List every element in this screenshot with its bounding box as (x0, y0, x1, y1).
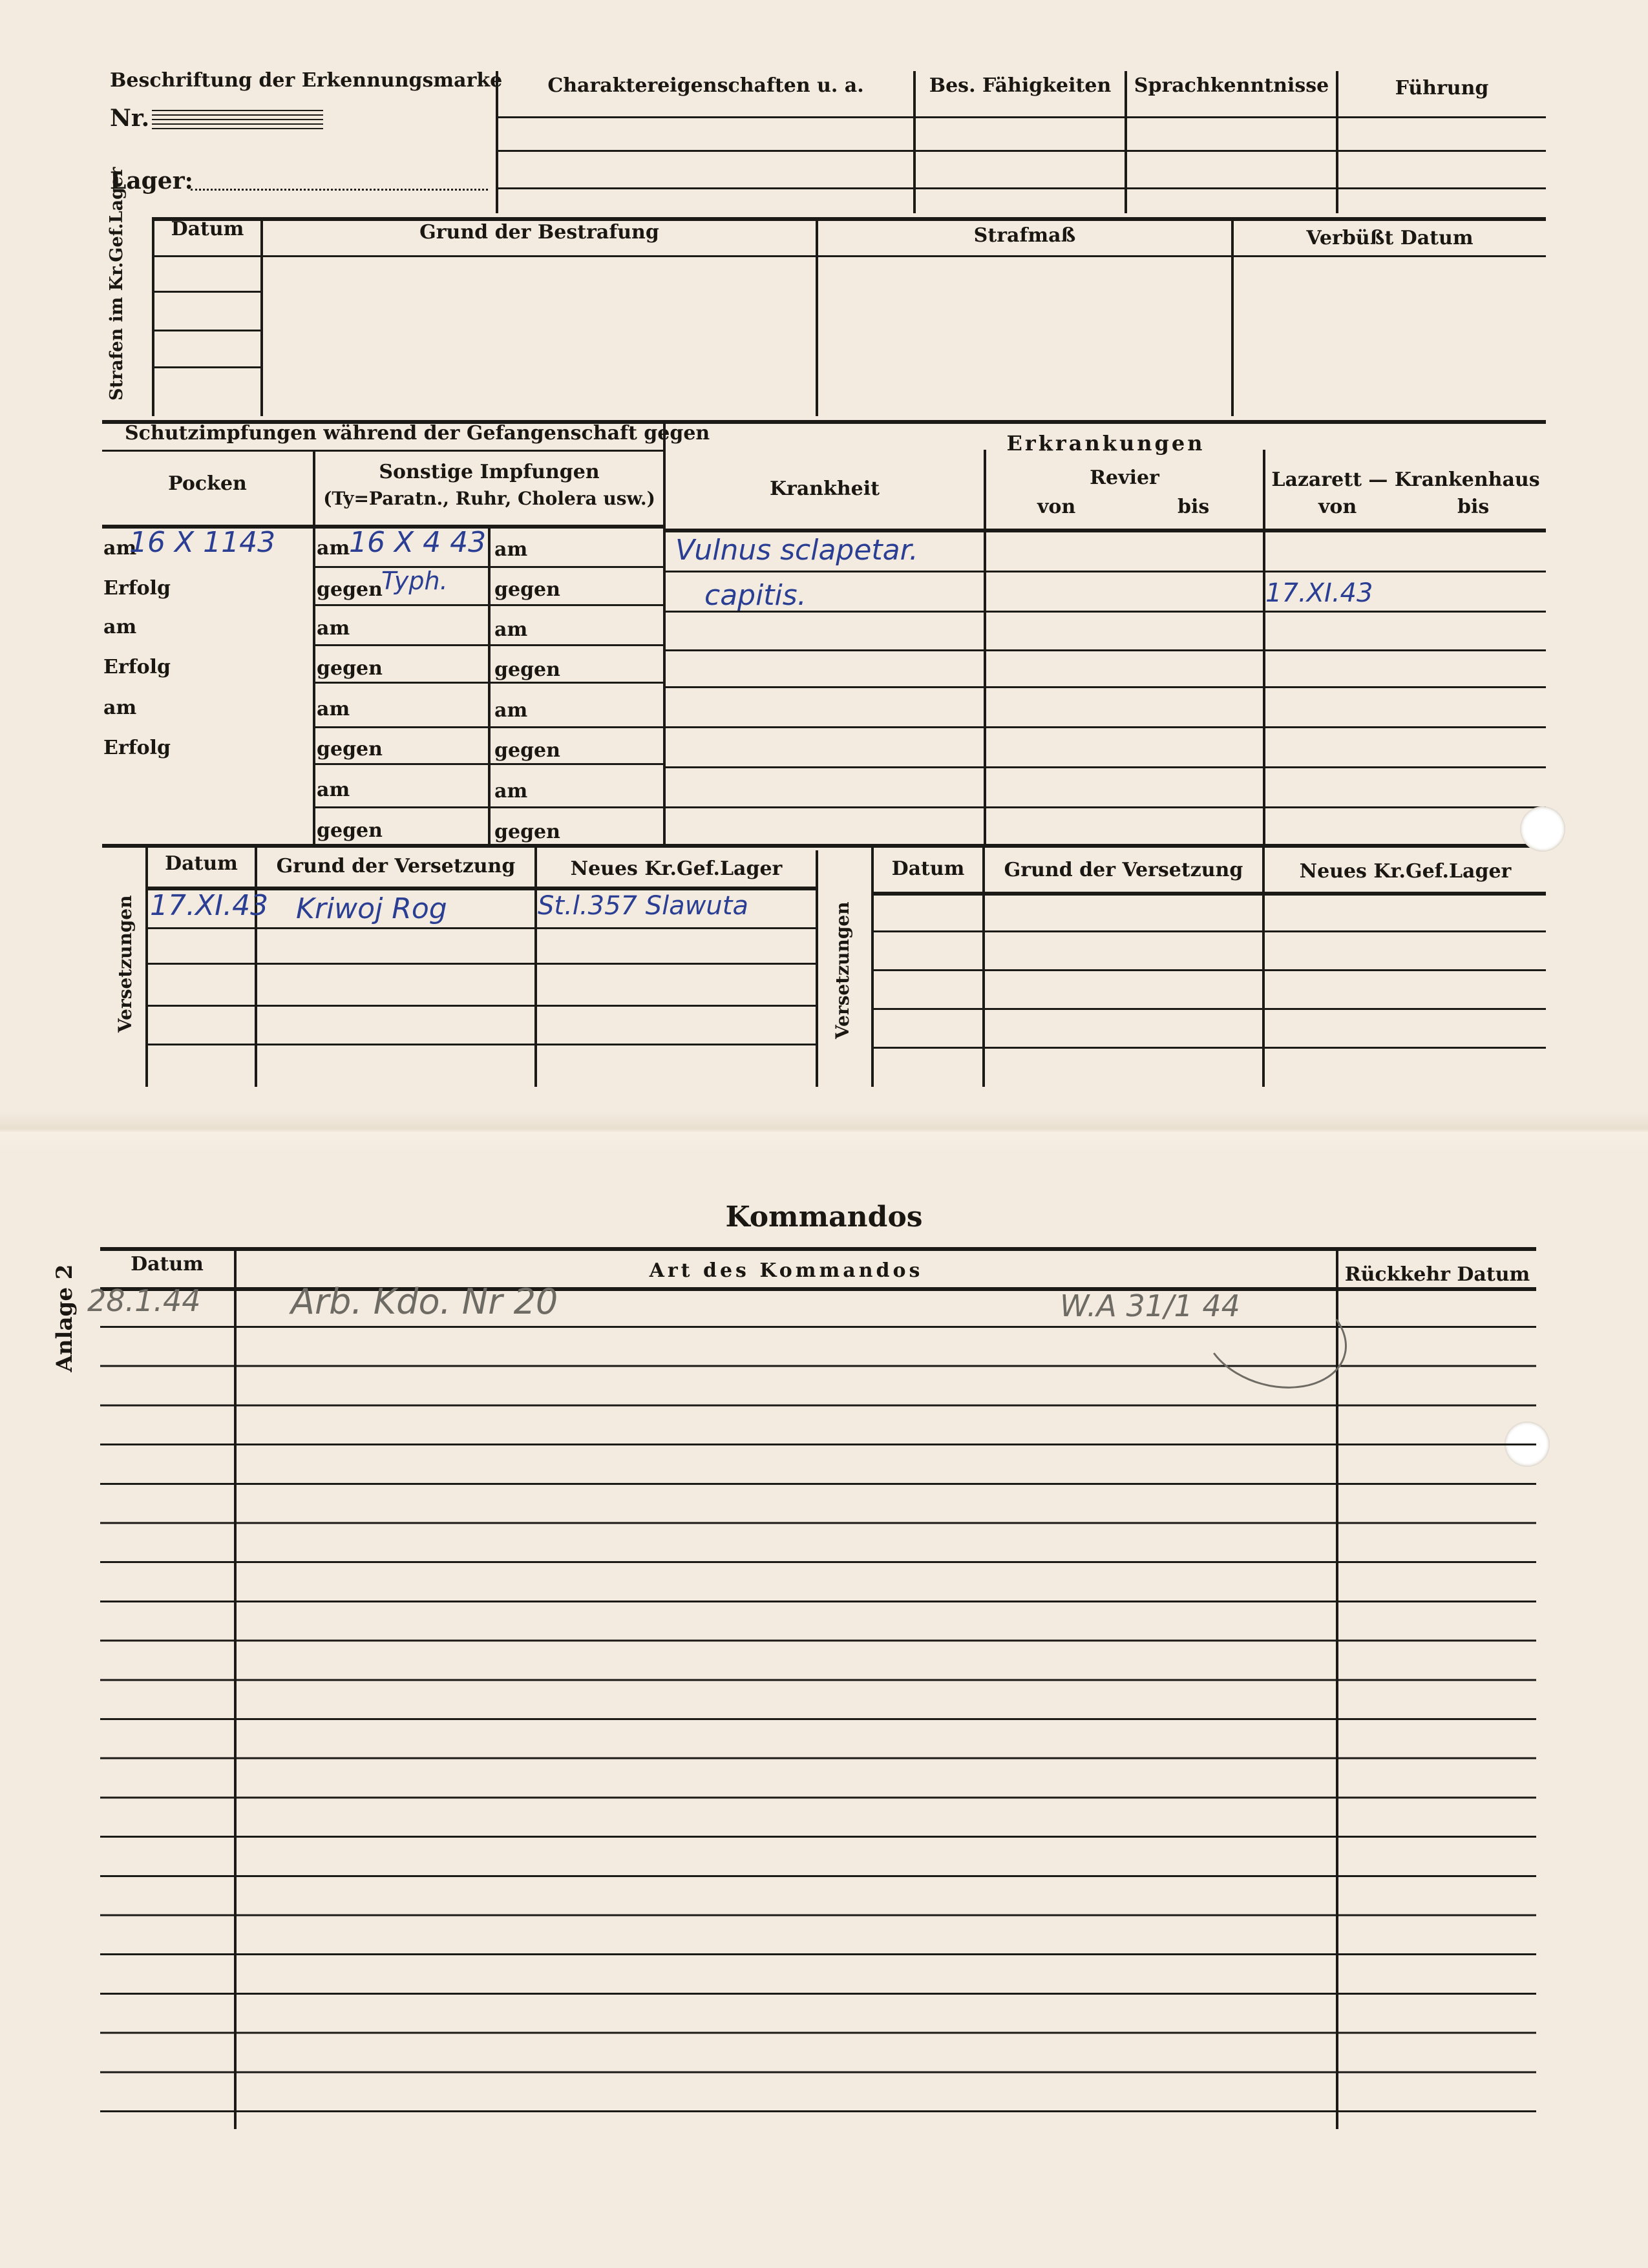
erk-lazarett-bis: bis (1457, 496, 1490, 518)
paper-fold (0, 1111, 1648, 1150)
col-sprachen: Sprachkenntnisse (1134, 74, 1329, 97)
pocken-am-1: am (103, 537, 137, 560)
erk-col-lazarett: Lazarett — Krankenhaus (1271, 468, 1540, 491)
pocken-erfolg-2: Erfolg (103, 656, 171, 678)
sonst-gegen-2: gegen (317, 657, 383, 680)
sonst-gegen-1: gegen (317, 578, 383, 601)
strafen-col-verbuesst: Verbüßt Datum (1306, 227, 1474, 249)
erk-col-krankheit: Krankheit (769, 478, 880, 500)
nr-label: Nr. (110, 105, 150, 132)
vers-datum-value: 17.XI.43 (150, 889, 269, 922)
sonst-am-3: am (317, 698, 350, 720)
pocken-erfolg-1: Erfolg (103, 577, 171, 600)
sonst2-am-1: am (494, 538, 528, 561)
erk-col-revier: Revier (1090, 467, 1159, 489)
krankheit-value-1: Vulnus sclapetar. (675, 534, 918, 567)
sonst2-gegen-1: gegen (494, 578, 560, 601)
impfungen-col-pocken: Pocken (168, 472, 247, 495)
col-charakter: Charaktereigenschaften u. a. (547, 74, 864, 97)
punch-hole-top (1520, 806, 1565, 852)
sonst2-gegen-2: gegen (494, 658, 560, 681)
nr-field-lines (152, 110, 323, 132)
col-faehigkeiten: Bes. Fähigkeiten (929, 74, 1112, 97)
vers-col-grund: Grund der Versetzung (276, 855, 516, 877)
impfungen-title: Schutzimpfungen während der Gefangenschaft gegen (125, 422, 710, 445)
lazarett-von-value: 17.XI.43 (1265, 578, 1373, 608)
pocken-am-2: am (103, 616, 137, 638)
vers-col-datum: Datum (165, 852, 238, 875)
col-fuehrung: Führung (1395, 77, 1489, 100)
sonst-am-2: am (317, 617, 350, 640)
erk-revier-bis: bis (1178, 496, 1210, 518)
pocken-am-value: 16 X 1143 (129, 526, 276, 559)
kommandos-lined-rows (100, 1326, 1536, 2129)
impfungen-col-sonstige-sub: (Ty=Paratn., Ruhr, Cholera usw.) (323, 488, 655, 509)
strafen-col-datum: Datum (171, 218, 244, 240)
sonstige-gegen-value: Typh. (381, 567, 448, 595)
kommandos-title: Kommandos (725, 1201, 923, 1234)
sonst-am-4: am (317, 779, 350, 801)
kommandos-col-rueckkehr: Rückkehr Datum (1344, 1263, 1530, 1286)
strafen-col-grund: Grund der Bestrafung (419, 221, 659, 244)
pocken-am-3: am (103, 697, 137, 719)
krankheit-value-2: capitis. (704, 579, 807, 612)
sonst2-am-2: am (494, 618, 528, 641)
pocken-erfolg-3: Erfolg (103, 737, 171, 759)
lager-label: Lager: (110, 167, 193, 194)
vers2-col-lager: Neues Kr.Gef.Lager (1299, 860, 1512, 883)
kommandos-col-datum: Datum (131, 1253, 204, 1276)
sonst2-gegen-3: gegen (494, 739, 560, 762)
anlage-label: Anlage 2 (52, 1264, 78, 1372)
kommandos-rueckkehr-value: W.A 31/1 44 (1060, 1288, 1240, 1323)
vers2-side-label: Versetzungen (832, 901, 853, 1039)
sonst2-am-4: am (494, 780, 528, 803)
sonst-am-1: am (317, 537, 350, 560)
erkrankungen-title: Erkrankungen (1006, 431, 1205, 456)
marke-label: Beschriftung der Erkennungsmarke (110, 69, 503, 92)
kommandos-datum-value: 28.1.44 (87, 1283, 201, 1318)
sonst2-am-3: am (494, 699, 528, 722)
vers2-col-grund: Grund der Versetzung (1004, 859, 1243, 881)
sonst-gegen-3: gegen (317, 738, 383, 761)
vers-side-label: Versetzungen (114, 895, 136, 1033)
lager-field[interactable] (191, 189, 488, 191)
sonst-gegen-4: gegen (317, 819, 383, 842)
strafen-side-label: Strafen im Kr.Gef.Lager (107, 167, 127, 401)
vers-lager-value: St.l.357 Slawuta (538, 891, 748, 921)
vers-grund-value: Kriwoj Rog (296, 892, 447, 925)
erk-revier-von: von (1037, 496, 1076, 518)
kommandos-col-art: Art des Kommandos (649, 1259, 924, 1282)
vers-col-lager: Neues Kr.Gef.Lager (570, 857, 783, 880)
erk-lazarett-von: von (1318, 496, 1357, 518)
sonstige-am-value: 16 X 4 43 (349, 526, 487, 559)
sonst2-gegen-4: gegen (494, 821, 560, 843)
vers2-col-datum: Datum (891, 857, 965, 880)
kommandos-art-value: Arb. Kdo. Nr 20 (291, 1281, 558, 1322)
strafen-col-strafmass: Strafmaß (973, 224, 1076, 247)
impfungen-col-sonstige: Sonstige Impfungen (379, 461, 600, 483)
